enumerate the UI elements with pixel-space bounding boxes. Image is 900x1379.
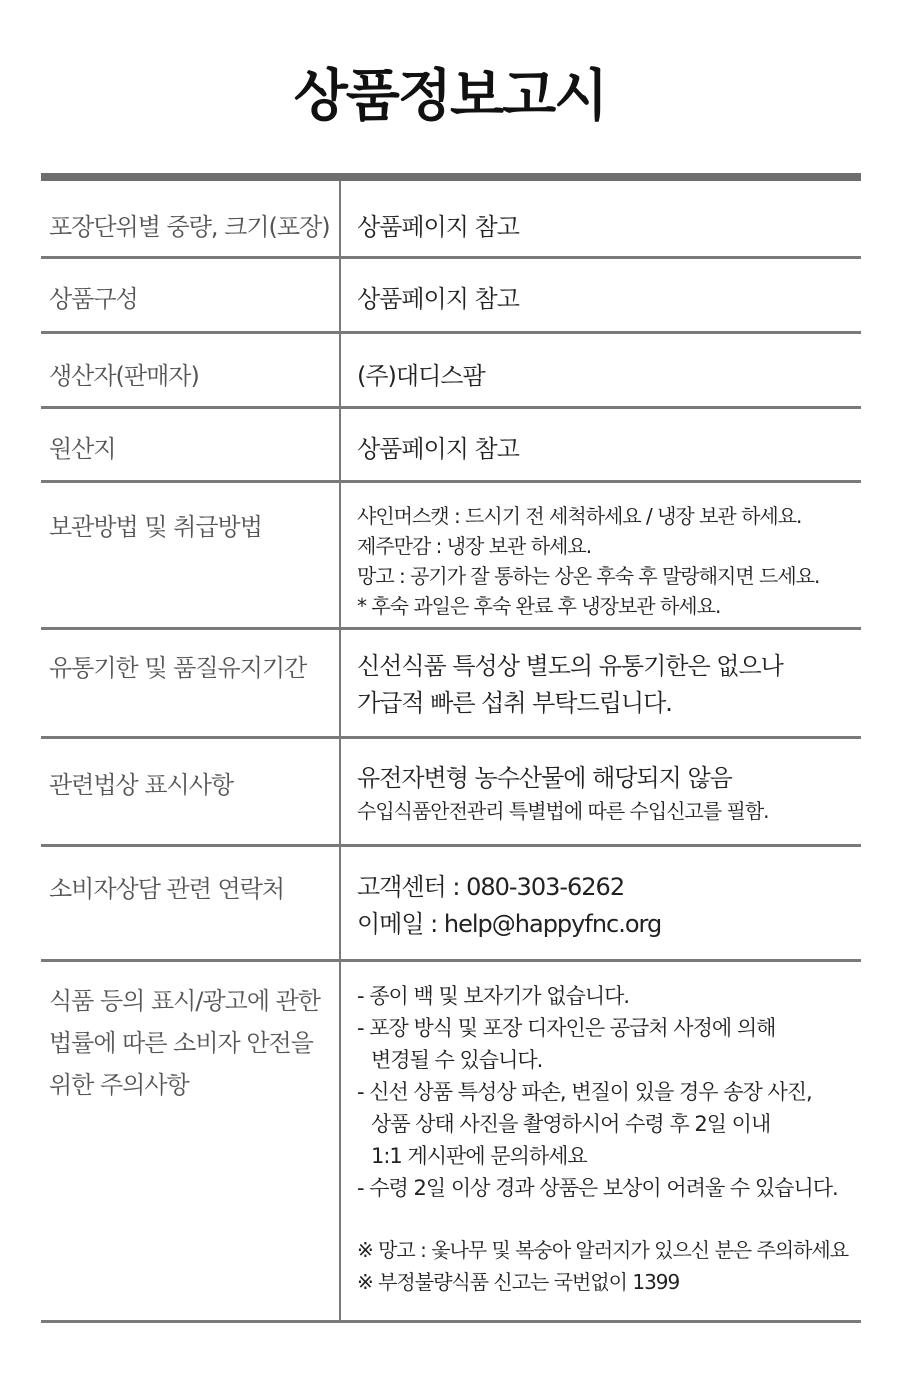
row-label	[41, 962, 341, 1320]
row-label: 생산자(판매자)	[41, 334, 341, 406]
table-row	[41, 181, 861, 259]
row-label: 유통기한 및 품질유지기간	[41, 630, 341, 736]
label-line: 법률에 따른 소비자 안전을	[49, 1029, 313, 1057]
value-line: 상품페이지 참고	[357, 435, 519, 463]
value-line: 1:1 게시판에 문의하세요	[371, 1144, 587, 1168]
row-label: 상품구성	[41, 259, 341, 331]
value-line: 유전자변형 농수산물에 해당되지 않음	[357, 764, 732, 792]
value-line: - 포장 방식 및 포장 디자인은 공급처 사정에 의해	[357, 1016, 776, 1040]
value-line: 제주만감 : 냉장 보관 하세요.	[357, 534, 592, 558]
row-value	[341, 181, 861, 256]
row-value	[341, 847, 861, 959]
row-value	[341, 962, 861, 1320]
value-line: 고객센터 : 080-303-6262	[357, 873, 625, 901]
value-line: - 종이 백 및 보자기가 없습니다.	[357, 984, 630, 1008]
table-row	[41, 630, 861, 739]
row-value	[341, 259, 861, 331]
row-value	[341, 483, 861, 627]
row-label: 보관방법 및 취급방법	[41, 483, 341, 627]
label-line: 식품 등의 표시/광고에 관한	[49, 987, 320, 1015]
value-line: 샤인머스캣 : 드시기 전 세척하세요 / 냉장 보관 하세요.	[357, 504, 802, 528]
value-line: - 신선 상품 특성상 파손, 변질이 있을 경우 송장 사진,	[357, 1080, 812, 1104]
row-value	[341, 630, 861, 736]
table-row	[41, 739, 861, 847]
value-line: 이메일 : help@happyfnc.org	[357, 910, 662, 938]
spacer	[357, 1204, 861, 1234]
table-row	[41, 409, 861, 483]
value-line: 망고 : 공기가 잘 통하는 상온 후숙 후 말랑해지면 드세요.	[357, 564, 820, 588]
value-line: 가급적 빠른 섭취 부탁드립니다.	[357, 689, 672, 717]
value-line: 상품 상태 사진을 촬영하시어 수령 후 2일 이내	[371, 1112, 771, 1136]
value-line: 상품페이지 참고	[357, 213, 519, 241]
value-line: 신선식품 특성상 별도의 유통기한은 없으나	[357, 652, 783, 680]
table-row	[41, 962, 861, 1323]
value-line: 변경될 수 있습니다.	[371, 1048, 543, 1072]
value-line: - 수령 2일 이상 경과 상품은 보상이 어려울 수 있습니다.	[357, 1176, 838, 1200]
value-line: 수입식품안전관리 특별법에 따른 수입신고를 필함.	[357, 799, 769, 823]
table-row	[41, 259, 861, 334]
table-row	[41, 847, 861, 962]
row-label: 소비자상담 관련 연락처	[41, 847, 341, 959]
table-row	[41, 334, 861, 409]
value-line: 상품페이지 참고	[357, 285, 519, 313]
value-line: (주)대디스팜	[357, 362, 485, 390]
page-title: 상품정보고시	[293, 64, 607, 129]
label-line: 위한 주의사항	[49, 1071, 189, 1099]
row-value	[341, 409, 861, 480]
row-value	[341, 739, 861, 844]
row-label: 포장단위별 중량, 크기(포장)	[41, 181, 341, 256]
value-line: * 후숙 과일은 후숙 완료 후 냉장보관 하세요.	[357, 594, 721, 618]
product-info-table	[41, 173, 861, 1323]
row-label: 원산지	[41, 409, 341, 480]
value-line: ※ 망고 : 옻나무 및 복숭아 알러지가 있으신 분은 주의하세요	[357, 1238, 849, 1262]
table-row	[41, 483, 861, 630]
value-line: ※ 부정불량식품 신고는 국번없이 1399	[357, 1270, 680, 1294]
row-value	[341, 334, 861, 406]
row-label: 관련법상 표시사항	[41, 739, 341, 844]
